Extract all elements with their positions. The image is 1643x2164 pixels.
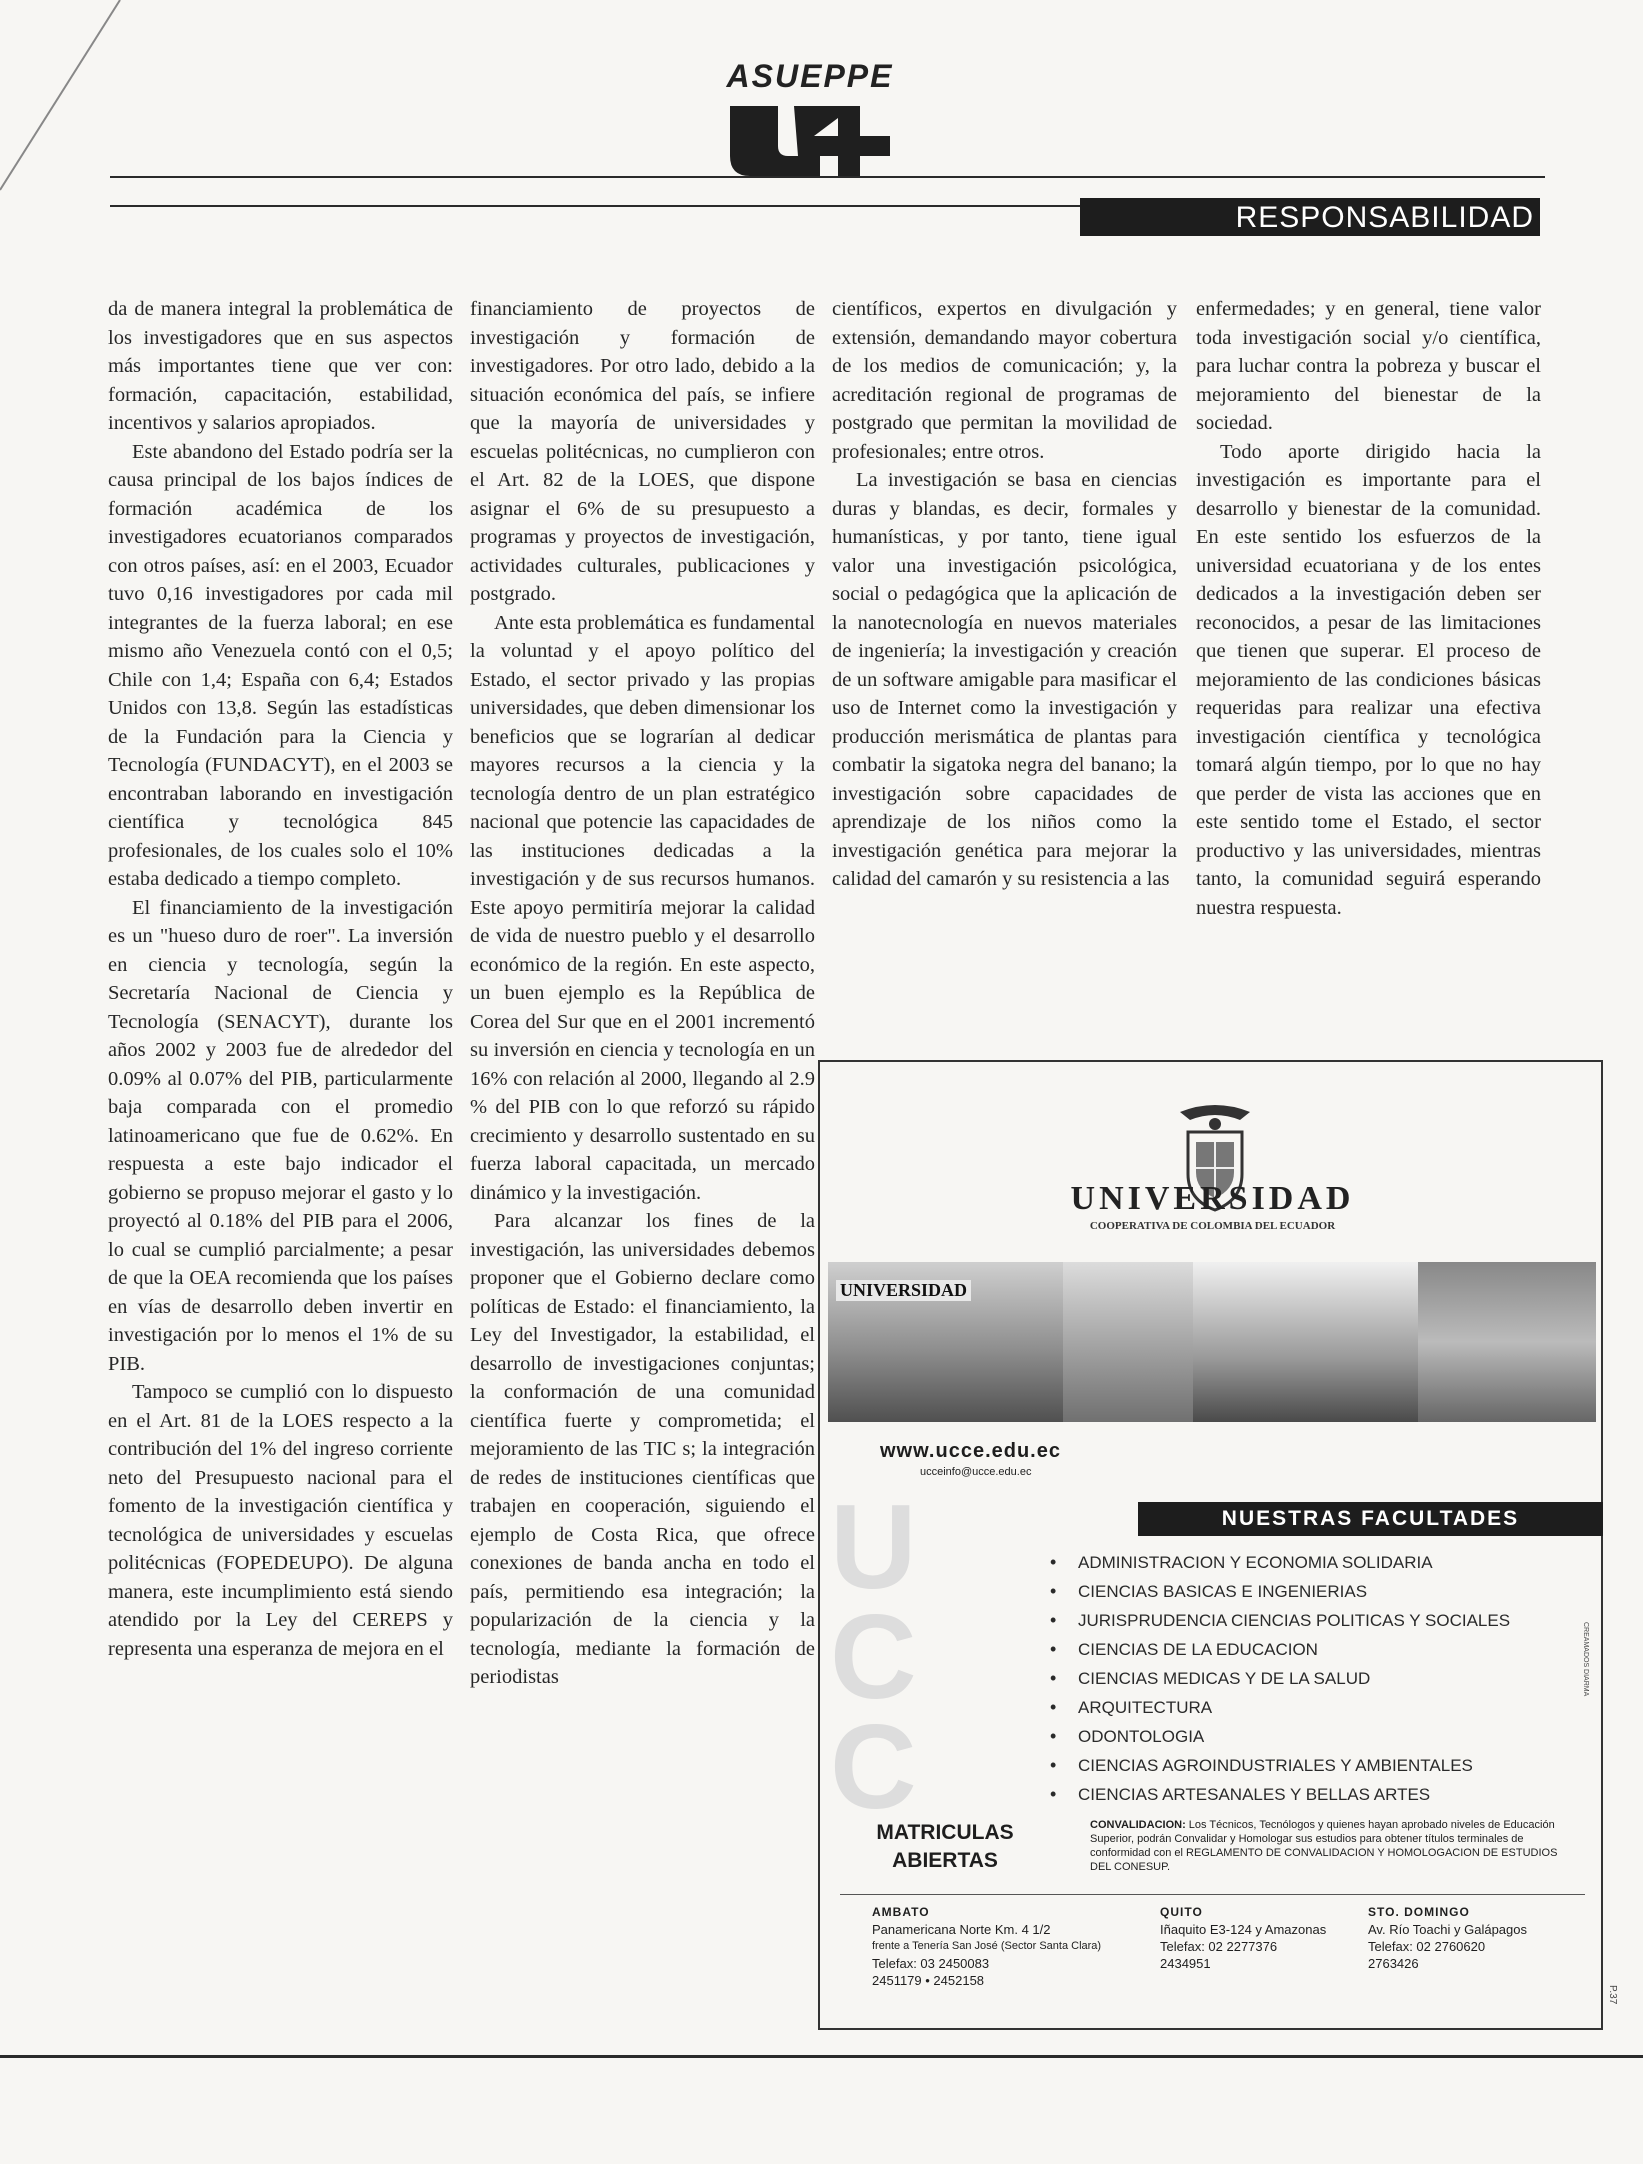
faculty-item: • JURISPRUDENCIA CIENCIAS POLITICAS Y SOCIALES xyxy=(1050,1606,1510,1635)
office-line: Telefax: 02 2277376 xyxy=(1160,1939,1278,1954)
office-line: 2451179 • 2452158 xyxy=(872,1973,985,1988)
university-subtitle: COOPERATIVA DE COLOMBIA DEL ECUADOR xyxy=(1089,1220,1336,1232)
design-credit: CREAMADOS DIARMA xyxy=(1582,1622,1589,1697)
enrollment-line-1: MATRICULAS xyxy=(876,1821,1014,1844)
convalidation-note xyxy=(1090,1818,1580,1874)
footer-rule xyxy=(0,2055,1643,2058)
faculty-item: • ADMINISTRACION Y ECONOMIA SOLIDARIA xyxy=(1050,1548,1510,1577)
paragraph: Tampoco se cumplió con lo dispuesto en el Art. 81 de la LOES respecto a la contribución del 1% del ingreso corriente neto del Presupuesto nacional para el fomento de la investigación científica y tecnológica de universidades y escuelas politécnicas (FOPEDEUPO). De alguna manera, este incumplimiento está siendo atendido por la Ley del CEREPS y representa una esperanza de mejora en el xyxy=(108,1381,453,1660)
faculty-item: • CIENCIAS MEDICAS Y DE LA SALUD xyxy=(1050,1664,1510,1693)
enrollment-callout xyxy=(850,1819,1040,1875)
header-rule-mid xyxy=(110,205,1080,207)
office-quito xyxy=(1160,1904,1326,1972)
article-column-4 xyxy=(1196,295,1541,922)
convalidation-text: Los Técnicos, Tecnólogos y quienes hayan aprobado niveles de Educación Superior, podrán Convalidar y Homologar sus estudios para obtener títulos terminales de conformidad con el REGLAMENTO DE CONVALIDACION Y HOMOLOGACION DE ESTUDIOS DEL CONESUP. xyxy=(1090,1819,1558,1873)
university-name: UNIVERSIDAD xyxy=(1070,1180,1355,1217)
page-number: P.37 xyxy=(1607,1985,1618,2005)
article-column-2 xyxy=(470,295,815,1692)
office-line: Telefax: 03 2450083 xyxy=(872,1956,990,1971)
faculty-item: • CIENCIAS BASICAS E INGENIERIAS xyxy=(1050,1577,1510,1606)
campus-photo-strip xyxy=(828,1262,1596,1422)
ucce-watermark: U C C xyxy=(830,1492,917,1822)
convalidation-label: CONVALIDACION: xyxy=(1090,1819,1186,1831)
tower-photo xyxy=(1063,1262,1193,1422)
paragraph: enfermedades; y en general, tiene valor toda investigación social y/o científica, para luchar contra la pobreza y buscar el mejoramiento del bienestar de la sociedad. xyxy=(1196,298,1541,434)
page-fold-line xyxy=(0,0,160,200)
paragraph: El financiamiento de la investigación es un "hueso duro de roer". La inversión en ciencia y tecnología, según la Secretaría Nacional de Ciencia y Tecnología (SENACYT), durante los años 2002 y 2003 fue de alrededor del 0.09% al 0.07% del PIB, particularmente baja comparada con el promedio latinoamericano que fue de 0.62%. En respuesta a este bajo indicador el gobierno se propuso mejorar el gasto y lo proyectó al 0.18% del PIB para el 2006, lo cual se cumplió parcialmente; a pesar de que la OEA recomienda que los países en vías de desarrollo deben invertir en investigación por lo menos el 1% de su PIB. xyxy=(108,896,453,1375)
office-line: Av. Río Toachi y Galápagos xyxy=(1368,1922,1527,1937)
office-ambato xyxy=(872,1904,1101,1989)
faculty-item: • ARQUITECTURA xyxy=(1050,1693,1510,1722)
office-line: Iñaquito E3-124 y Amazonas xyxy=(1160,1922,1327,1937)
logo-text: ASUEPPE xyxy=(726,58,894,94)
logo-mark-icon xyxy=(710,98,910,176)
paragraph: Ante esta problemática es fundamental la voluntad y el apoyo político del Estado, el sector privado y las propias universidades, que deben dimensionar los beneficios que se lograrían al dedicar mayores recursos a la ciencia y la tecnología dentro de un plan estratégico nacional que potencie las capacidades de las instituciones dedicadas a la investigación y de sus recursos humanos. Este apoyo permitiría mejorar la calidad de vida de nuestro pueblo y el desarrollo económico de la región. En este aspecto, un buen ejemplo es la República de Corea del Sur que en el 2001 incrementó su inversión en ciencia y tecnología en un 16% con relación al 2000, llegando al 2.9 % del PIB con lo que reforzó su rápido crecimiento y desarrollo sustentado en su fuerza laboral capacitada, un mercado dinámico y la investigación. xyxy=(470,611,815,1204)
photo-sign: UNIVERSIDAD xyxy=(836,1280,971,1301)
website-link[interactable]: www.ucce.edu.ec xyxy=(880,1440,1061,1462)
paragraph: financiamiento de proyectos de investigación y formación de investigadores. Por otro lado, debido a la situación económica del país, se infiere que la mayoría de universidades y escuelas politécnicas, no cumplieron con el Art. 82 de la LOES, que dispone asignar el 6% de su presupuesto a programas y proyectos de investigación, actividades culturales, publicaciones y postgrado. xyxy=(470,298,815,605)
article-column-3 xyxy=(832,295,1177,894)
paragraph: Todo aporte dirigido hacia la investigación es importante para el desarrollo y bienestar de la comunidad. En este sentido los esfuerzos de la universidad ecuatoriana y de los entes dedicados a la investigación deben ser reconocidos, a pesar de las limitaciones que tienen que superar. El proceso de mejoramiento de las condiciones básicas requeridas para realizar una efectiva investigación científica y tecnológica tomará algún tiempo, por lo que no hay que perder de vista las acciones que en este sentido tome el Estado, el sector productivo y las universidades, mientras tanto, la comunidad seguirá esperando nuestra respuesta. xyxy=(1196,440,1541,919)
office-city: AMBATO xyxy=(872,1905,930,1919)
campus-building-photo xyxy=(828,1262,1063,1422)
paragraph: Para alcanzar los fines de la investigación, las universidades debemos proponer que el Gobierno declare como políticas de Estado: el financiamiento, la Ley del Investigador, la estabilidad, el desarrollo de investigaciones conjuntas; la conformación de una comunidad científica fuerte y comprometida; el mejoramiento de las TIC s; la integración de redes de instituciones científicas que trabajen en cooperación, siguiendo el ejemplo de Costa Rica, que ofrece conexiones de banda ancha en todo el país, permitiendo esa integración; la popularización de la ciencia y la tecnología, mediante la formación de periodistas xyxy=(470,1210,815,1688)
faculties-list xyxy=(1050,1548,1510,1809)
paragraph: da de manera integral la problemática de los investigadores que en sus aspectos más importantes tiene que ver con: formación, capacitación, estabilidad, incentivos y salarios apropiados. xyxy=(108,298,453,434)
faculties-title: NUESTRAS FACULTADES xyxy=(1138,1502,1603,1536)
faculty-item: • ODONTOLOGIA xyxy=(1050,1722,1510,1751)
header-rule-top xyxy=(110,176,1545,178)
email-link[interactable]: ucceinfo@ucce.edu.ec xyxy=(920,1466,1032,1478)
paragraph: La investigación se basa en ciencias duras y blandas, es decir, formales y humanísticas, y por tanto, tiene igual valor una investigación psicológica, social o pedagógica que la aplicación de la nanotecnología en nuevos materiales de ingeniería; la investigación y creación de un software amigable para masificar el uso de Internet como la investigación y producción merismática de plantas para combatir la sigatoka negra del banano; la investigación sobre capacidades de aprendizaje de los niños como la investigación genética para mejorar la calidad del camarón y su resistencia a las xyxy=(832,469,1177,890)
university-advertisement xyxy=(818,1060,1603,2030)
office-line: Telefax: 02 2760620 xyxy=(1368,1939,1486,1954)
office-santo-domingo xyxy=(1368,1904,1527,1972)
faculty-item: • CIENCIAS AGROINDUSTRIALES Y AMBIENTALES xyxy=(1050,1751,1510,1780)
office-line: frente a Tenería San José (Sector Santa Clara) xyxy=(872,1940,1102,1952)
office-line: 2434951 xyxy=(1160,1956,1211,1971)
office-line: 2763426 xyxy=(1368,1956,1419,1971)
building-facade-photo xyxy=(1418,1262,1596,1422)
paragraph: Este abandono del Estado podría ser la causa principal de los bajos índices de formación académica de los investigadores ecuatorianos comparados con otros países, así: en el 2003, Ecuador tuvo 0,16 investigadores por cada mil integrantes de la fuerza laboral; en ese mismo año Venezuela contó con el 0,5; Chile con 1,4; España con 6,4; Estados Unidos con 13,8. Según las estadísticas de la Fundación para la Ciencia y Tecnología (FUNDACYT), en el 2003 se encontraban laborando en investigación científica y tecnológica 845 profesionales, de los cuales solo el 10% estaba dedicado a tiempo completo. xyxy=(108,440,453,890)
article-column-1 xyxy=(108,295,453,1663)
faculty-item: • CIENCIAS DE LA EDUCACION xyxy=(1050,1635,1510,1664)
office-line: Panamericana Norte Km. 4 1/2 xyxy=(872,1922,1051,1937)
classroom-photo xyxy=(1193,1262,1418,1422)
faculty-item: • CIENCIAS ARTESANALES Y BELLAS ARTES xyxy=(1050,1780,1510,1809)
office-city: STO. DOMINGO xyxy=(1368,1905,1470,1919)
office-city: QUITO xyxy=(1160,1905,1203,1919)
offices-divider xyxy=(840,1894,1585,1895)
enrollment-line-2: ABIERTAS xyxy=(892,1849,998,1872)
asueppe-logo xyxy=(700,58,920,178)
paragraph: científicos, expertos en divulgación y extensión, demandando mayor cobertura de los medios de comunicación; y, la acreditación regional de programas de postgrado que permitan la movilidad de profesionales; entre otros. xyxy=(832,298,1177,463)
section-title: RESPONSABILIDAD xyxy=(1080,198,1540,236)
